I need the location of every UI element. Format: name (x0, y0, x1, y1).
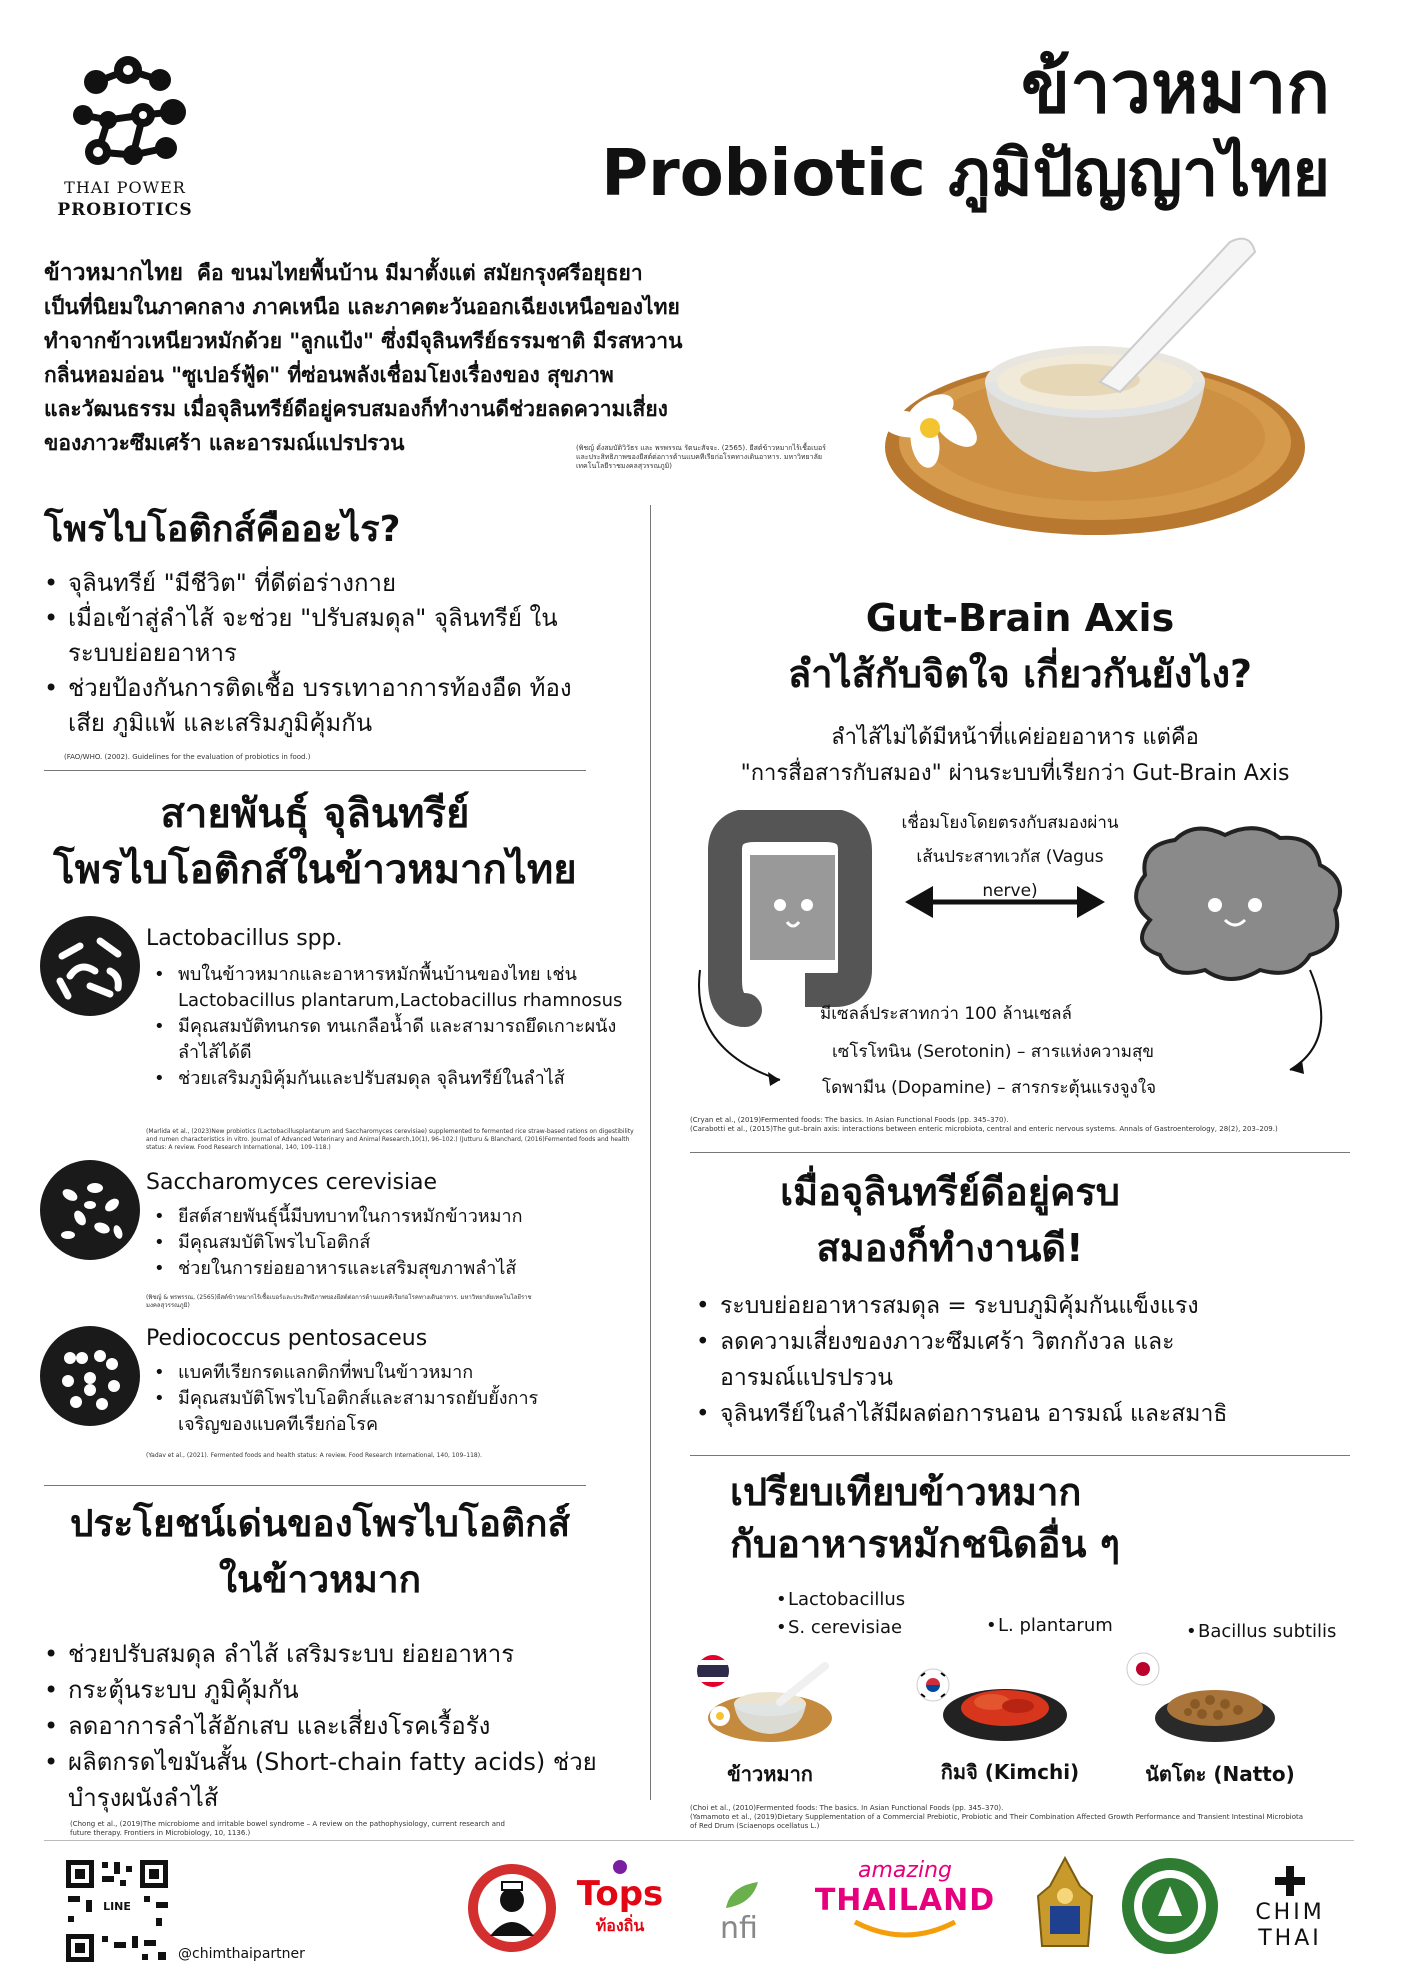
intro-paragraph (44, 256, 844, 460)
amazing-thailand-logo (810, 1858, 1000, 1946)
chim-line1: CHIM (1255, 1900, 1325, 1925)
strain-list (148, 1360, 568, 1438)
list-item: • ช่วยเสริมภูมิคุ้มกันและปรับสมดุล จุลินทรีย์ในลำไส้ (148, 1066, 648, 1092)
strain-citation: (พิชญ์ & พรพรรณ, (2565)ยีสต์ข้าวหมากไร้เชื้อเบอร์และประสิทธิภาพของยีสต์ต่อการต้านแบคทีเรียก่อโรคทางเดินอาหาร. มหาวิทยาลัยเทคโนโลยีราชมงคลสุวรรณภูมิ) (146, 1294, 532, 1309)
strain-list (148, 962, 648, 1092)
list-item: • จุลินทรีย์ในลำไส้มีผลต่อการนอน อารมณ์ และสมาธิ (690, 1396, 1350, 1432)
what-list (38, 566, 598, 741)
strain-list (148, 1204, 648, 1282)
intro-line: คือ ขนมไทยพื้นบ้าน มีมาตั้งแต่ สมัยกรุงศรีอยุธยา (196, 261, 643, 285)
strain-name: Lactobacillus spp. (146, 926, 343, 951)
vagus-label: เชื่อมโยงโดยตรงกับสมองผ่าน เส้นประสาทเวกัส (Vagus nerve) (901, 813, 1119, 901)
divider (690, 1152, 1350, 1153)
list-item: • จุลินทรีย์ "มีชีวิต" ที่ดีต่อร่างกาย (38, 566, 598, 601)
nfi-logo (704, 1880, 774, 1944)
list-item: • ช่วยปรับสมดุล ลำไส้ เสริมระบบ ย่อยอาหาร (38, 1636, 618, 1672)
column-divider (650, 505, 651, 1800)
microbe-list (770, 1586, 905, 1642)
list-item: • ลดความเสี่ยงของภาวะซึมเศร้า วิตกกังวล และอารมณ์แปรปรวน (690, 1324, 1350, 1396)
brainwork-list (690, 1288, 1350, 1432)
lactobacillus-icon (40, 916, 140, 1016)
tops-main: Tops (576, 1874, 664, 1914)
list-item: • ยีสต์สายพันธุ์นี้มีบทบาทในการหมักข้าวหมาก (148, 1204, 648, 1230)
compare-citation: (Choi et al., (2010)Fermented foods: The basics. In Asian Functional Foods (pp. 345–370). (Yamamoto et al., (2019)Dietary Supplementation of a Commercial Prebiotic, Probiotic and Their Combination Affected Growth Performance and Transient Intestinal Microbiota of Red Drum (Sciaenops ocellatus L.) (690, 1804, 1304, 1830)
what-citation: (FAO/WHO. (2002). Guidelines for the evaluation of probiotics in food.) (64, 753, 311, 761)
nfi-text: nfi (720, 1911, 758, 1946)
benefits-list (38, 1636, 618, 1816)
food-name: นัตโตะ (Natto) (1145, 1762, 1295, 1786)
swoosh-icon (845, 1918, 965, 1942)
list-item: • ช่วยป้องกันการติดเชื้อ บรรเทาอาการท้องอืด ท้องเสีย ภูมิแพ้ และเสริมภูมิคุ้มกัน (38, 671, 598, 741)
gutbrain-citation: (Cryan et al., (2019)Fermented foods: The basics. In Asian Functional Foods (pp. 345–370). (Carabotti et al., (2015)The gut–brain axis: interactions between enteric microbiota, central and enteric nervous systems. Annals of Gastroenterology, 28(2), 203–209.) (690, 1116, 1278, 1133)
list-item: • S. cerevisiae (770, 1614, 905, 1642)
gutbrain-fact: มีเซลล์ประสาทกว่า 100 ล้านเซลล์ (820, 1004, 1072, 1024)
tops-icon (613, 1860, 627, 1874)
title-line2: Probiotic ภูมิปัญญาไทย (601, 137, 1330, 211)
intro-line: ของภาวะซึมเศร้า และอารมณ์แปรปรวน (44, 431, 405, 455)
natto-thumbnail (1140, 1660, 1290, 1750)
strain-name: Saccharomyces cerevisiae (146, 1170, 438, 1195)
gutbrain-section-title: Gut-Brain Axis ลำไส้กับจิตใจ เกี่ยวกันยังไง? (787, 596, 1253, 696)
intro-lead: ข้าวหมากไทย (44, 260, 183, 286)
strain-name: Pediococcus pentosaceus (146, 1326, 428, 1351)
food-name: ข้าวหมาก (727, 1762, 813, 1786)
sme-association-logo-icon (466, 1862, 558, 1954)
thailand-text: THAILAND (814, 1883, 996, 1918)
chim-thai-logo (1250, 1866, 1330, 1952)
khao-mak-bowl-photo (860, 232, 1330, 552)
gutbrain-fact: เซโรโทนิน (Serotonin) – สารแห่งความสุข (832, 1042, 1154, 1062)
divider (44, 770, 586, 771)
what-section-title: โพรไบโอติกส์คืออะไร? (44, 509, 401, 550)
food-name: กิมจิ (Kimchi) (940, 1760, 1080, 1784)
list-item: • Bacillus subtilis (1180, 1618, 1336, 1646)
leaf-icon (716, 1880, 762, 1910)
brand-line1: THAI POWER (64, 178, 186, 197)
probiotics-logo-icon (58, 40, 198, 180)
amazing-text: amazing (858, 1858, 952, 1883)
intro-line: ทำจากข้าวเหนียวหมักด้วย "ลูกแป้ง" ซึ่งมีจุลินทรีย์ธรรมชาติ มีรสหวาน (44, 329, 683, 353)
intro-line: เป็นที่นิยมในภาคกลาง ภาคเหนือ และภาคตะวันออกเฉียงเหนือของไทย (44, 295, 680, 319)
page-title (380, 42, 1330, 216)
list-item: • ลดอาการลำไส้อักเสบ และเสี่ยงโรคเรื้อรัง (38, 1708, 618, 1744)
cultural-department-seal-icon (1120, 1856, 1220, 1956)
intro-line: และวัฒนธรรม เมื่อจุลินทรีย์ดีอยู่ครบสมองก็ทำงานดีช่วยลดความเสี่ยง (44, 397, 668, 421)
benefits-section-title: ประโยชน์เด่นของโพรไบโอติกส์ ในข้าวหมาก (69, 1502, 571, 1601)
brand-line2: PROBIOTICS (57, 200, 193, 220)
divider (44, 1485, 586, 1486)
list-item: • มีคุณสมบัติโพรไบโอติกส์และสามารถยับยั้งการเจริญของแบคทีเรียก่อโรค (148, 1386, 568, 1438)
list-item: • L. plantarum (980, 1612, 1113, 1640)
pediococcus-icon (40, 1326, 140, 1426)
strain-citation: (Marlida et al., (2023)New probiotics (Lactobacillusplantarum and Saccharomyces cerevisiae) supplemented to fermented rice straw-based rations on digestibility and rumen characteristics in vitro. Journal of Advanced Veterinary and Animal Research,10(1), 96–102.) (Jutturu & Blanchard, (2016)Fermented foods and health status: A review. Food Research International, 140, 109–118.) (146, 1128, 634, 1151)
microbe-list (1180, 1618, 1336, 1646)
list-item: • มีคุณสมบัติทนกรด ทนเกลือน้ำดี และสามารถยึดเกาะผนังลำไส้ได้ดี (148, 1014, 648, 1066)
brand-logo (50, 40, 200, 230)
strain-citation: (Yadav et al., (2021). Fermented foods and health status: A review. Food Research International, 140, 109–118). (146, 1452, 482, 1459)
tops-sub: ท้องถิ่น (595, 1916, 645, 1935)
list-item: • ช่วยในการย่อยอาหารและเสริมสุขภาพลำไส้ (148, 1256, 648, 1282)
intro-citation: (พิชญ์ ดั่งสมบัติวิวัธร และ พรพรรณ รัตนะสัจจะ. (2565). ยีสต์ข้าวหมากไร้เชื้อเบอร์และประสิทธิภาพของยีสต์ต่อการต้านแบคทีเรียก่อโรคทางเดินอาหาร. มหาวิทยาลัยเทคโนโลยีราชมงคลสุวรรณภูมิ) (576, 444, 826, 470)
khao-mak-thumbnail (690, 1656, 840, 1746)
list-item: • ผลิตกรดไขมันสั้น (Short-chain fatty acids) ช่วยบำรุงผนังลำไส้ (38, 1744, 618, 1816)
qr-line-label: LINE (103, 1900, 131, 1913)
gutbrain-description: ลำไส้ไม่ได้มีหน้าที่แค่ย่อยอาหาร แต่คือ "การสื่อสารกับสมอง" ผ่านระบบที่เรียกว่า Gut-Brain Axis (740, 725, 1290, 786)
strains-section-title: สายพันธุ์ จุลินทรีย์ โพรไบโอติกส์ในข้าวหมากไทย (53, 791, 577, 893)
list-item: • Lactobacillus (770, 1586, 905, 1614)
microbe-list (980, 1612, 1113, 1640)
list-item: • กระตุ้นระบบ ภูมิคุ้มกัน (38, 1672, 618, 1708)
chim-line2: THAI (1258, 1926, 1322, 1951)
saccharomyces-icon (40, 1160, 140, 1260)
kimchi-thumbnail (930, 1660, 1080, 1750)
divider (690, 1455, 1350, 1456)
chim-cross-icon (1275, 1866, 1305, 1896)
list-item: • พบในข้าวหมากและอาหารหมักพื้นบ้านของไทย เช่น Lactobacillus plantarum,Lactobacillus rhamnosus (148, 962, 648, 1014)
gutbrain-fact: โดพามีน (Dopamine) – สารกระตุ้นแรงจูงใจ (822, 1078, 1157, 1098)
footer-divider (44, 1840, 1354, 1841)
list-item: • มีคุณสมบัติโพรไบโอติกส์ (148, 1230, 648, 1256)
tops-logo (570, 1860, 670, 1939)
brainwork-section-title: เมื่อจุลินทรีย์ดีอยู่ครบ สมองก็ทำงานดี! (780, 1170, 1120, 1270)
list-item: • แบคทีเรียกรดแลกติกที่พบในข้าวหมาก (148, 1360, 568, 1386)
line-handle: @chimthaipartner (178, 1946, 305, 1962)
list-item: • เมื่อเข้าสู่ลำไส้ จะช่วย "ปรับสมดุล" จุลินทรีย์ ในระบบย่อยอาหาร (38, 601, 598, 671)
benefits-citation: (Chong et al., (2019)The microbiome and irritable bowel syndrome – A review on the pathophysiology, current research and future therapy. Frontiers in Microbiology, 10, 1136.) (70, 1820, 505, 1837)
government-emblem-icon (1030, 1856, 1100, 1956)
compare-section-title: เปรียบเทียบข้าวหมาก กับอาหารหมักชนิดอื่น ๆ (730, 1470, 1121, 1566)
intro-line: กลิ่นหอมอ่อน "ซูเปอร์ฟู้ด" ที่ซ่อนพลังเชื่อมโยงเรื่องของ สุขภาพ (44, 363, 614, 387)
title-line1: ข้าวหมาก (1020, 45, 1330, 129)
list-item: • ระบบย่อยอาหารสมดุล = ระบบภูมิคุ้มกันแข็งแรง (690, 1288, 1350, 1324)
